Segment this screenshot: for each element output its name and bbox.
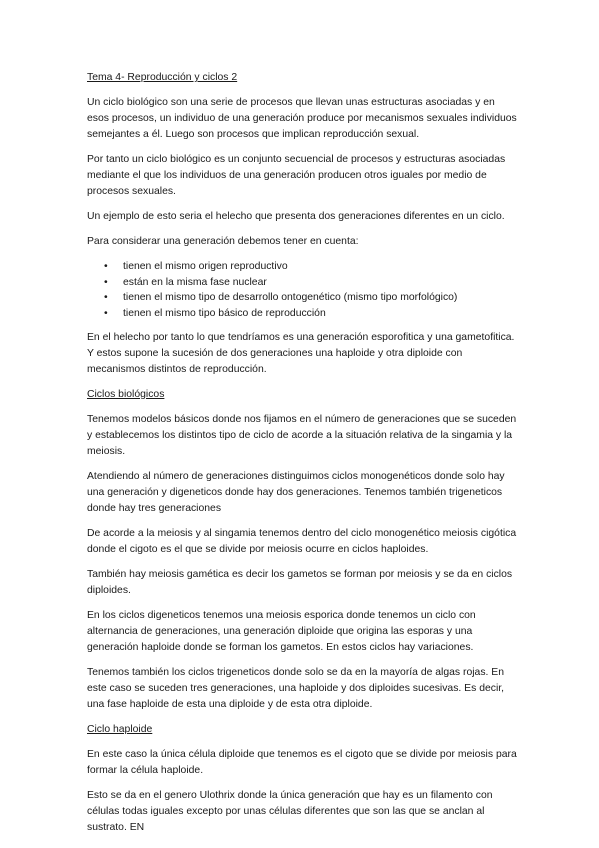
ciclos-paragraph-4: También hay meiosis gamética es decir los gametos se forman por meiosis y se da en ciclos diploides. [87,569,513,596]
bullet-icon: • [104,261,108,272]
haploide-paragraph-2: Esto se da en el genero Ulothrix donde la única generación que hay es un filamento con células todas iguales excepto por unas células diferentes que son las que se anclan al sustrato. EN [87,790,493,833]
ciclos-paragraph-3: De acorde a la meiosis y al singamia tenemos dentro del ciclo monogenético meiosis cigótica donde el cigoto es el que se divide por meiosis ocurre en ciclos haploides. [87,528,517,555]
document-title: Tema 4- Reproducción y ciclos 2 [87,72,238,83]
bullet-icon: • [104,292,108,303]
ciclos-paragraph-6: Tenemos también los ciclos trigeneticos donde solo se da en la mayoría de algas rojas. En este caso se suceden tres generaciones, una haploide y dos diploides sucesivas. Es decir, una fase haploide de esta una diploide y de esta otra diploide. [87,667,505,710]
list-item-text: tienen el mismo origen reproductivo [123,261,288,272]
haploide-paragraph-1: En este caso la única célula diploide que tenemos es el cigoto que se divide por meiosis para formar la célula haploide. [87,749,517,776]
section-heading-ciclos-biologicos: Ciclos biológicos [87,389,165,400]
ciclos-paragraph-1: Tenemos modelos básicos donde nos fijamos en el número de generaciones que se suceden y establecemos los distintos tipo de ciclo de acorde a la situación relativa de la singamia y la meiosis. [87,414,517,457]
list-item [104,306,517,322]
list-item-text: tienen el mismo tipo básico de reproducción [123,307,326,319]
ciclos-paragraph-2: Atendiendo al número de generaciones distinguimos ciclos monogenéticos donde solo hay una generación y digeneticos donde hay dos generaciones. Tenemos también trigeneticos donde hay tres generaciones [87,471,505,514]
ciclos-paragraph-5: En los ciclos digeneticos tenemos una meiosis esporica donde tenemos un ciclo con alternancia de generaciones, una generación diploide que origina las esporas y una generación haploide donde se forman los gametos. En estos ciclos hay variaciones. [87,610,476,653]
section-heading-ciclo-haploide: Ciclo haploide [87,724,153,735]
intro-paragraph-1: Un ciclo biológico son una serie de procesos que llevan unas estructuras asociadas y en esos procesos, un individuo de una generación produce por mecanismos sexuales individuos semejantes a él. Luego son procesos que implican reproducción sexual. [87,97,517,140]
helecho-paragraph: En el helecho por tanto lo que tendríamos es una generación esporofitica y una gametofitica. Y estos supone la sucesión de dos generaciones una haploide y otra diploide con mecanismos distintos de reproducción. [87,332,515,375]
document-page [87,70,517,845]
intro-paragraph-3: Un ejemplo de esto seria el helecho que presenta dos generaciones diferentes en un ciclo. [87,211,505,222]
list-item [104,275,517,291]
generation-criteria-list [87,259,517,321]
list-item [104,259,517,275]
list-item [104,290,517,306]
bullet-icon: • [104,276,108,288]
intro-paragraph-2: Por tanto un ciclo biológico es un conjunto secuencial de procesos y estructuras asociadas mediante el que los individuos de una generación producen otros iguales por medio de procesos sexuales. [87,154,506,197]
intro-paragraph-4: Para considerar una generación debemos tener en cuenta: [87,236,359,247]
bullet-icon: • [104,307,108,319]
list-item-text: están en la misma fase nuclear [123,276,267,288]
list-item-text: tienen el mismo tipo de desarrollo ontogenético (mismo tipo morfológico) [123,292,458,303]
